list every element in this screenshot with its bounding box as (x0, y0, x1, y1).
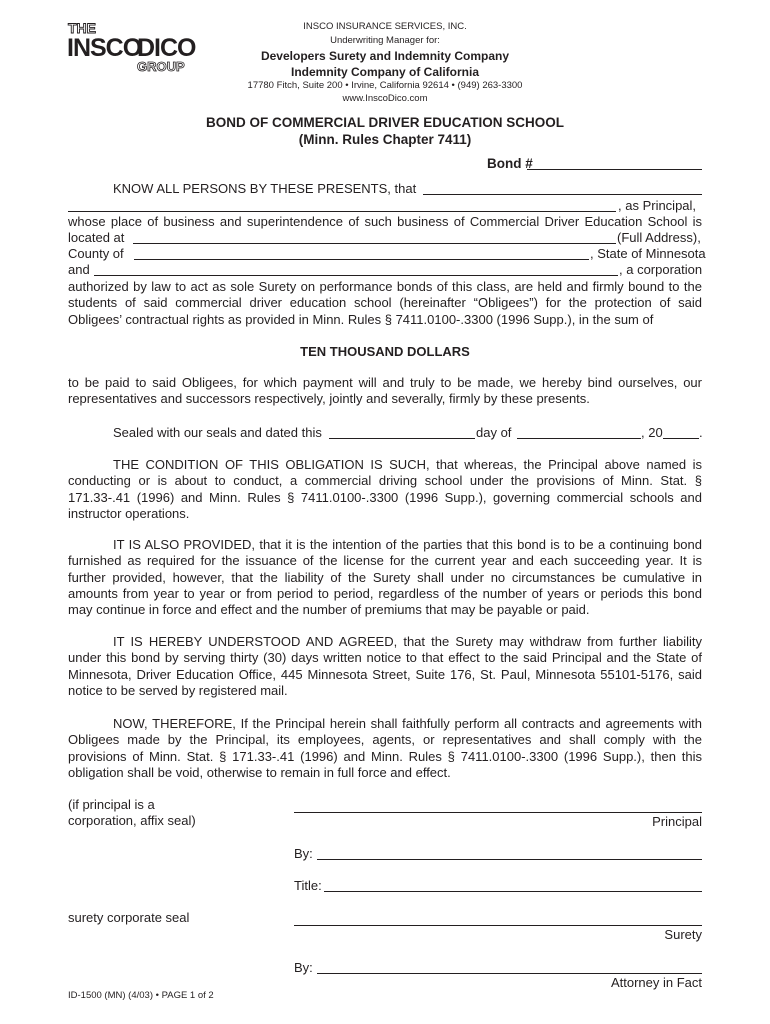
company-name-2: Indemnity Company of California (290, 65, 479, 79)
if-principal-note-2: corporation, affix seal) (68, 813, 196, 828)
by-label-1: By: (294, 846, 313, 861)
document-title: BOND OF COMMERCIAL DRIVER EDUCATION SCHOOL (205, 115, 564, 130)
principal-name-field-2[interactable] (68, 211, 616, 212)
also-provided-paragraph: IT IS ALSO PROVIDED, that it is the intention of the parties that this bond is to be a continuing bond furnished as required for the issuance of the license for the current year and each succeeding year. It is further provided, however, that the liability of the Surety shall under no circumstances be cumulative in amounts from year to year or from period to period, regardless of the number of years or periods this bond may continue in force and effect and the number of premiums that may be payable or paid. (68, 537, 702, 618)
document-subtitle: (Minn. Rules Chapter 7411) (298, 132, 472, 147)
attorney-by-field[interactable] (317, 973, 702, 974)
logo-dico: DICO (137, 34, 196, 62)
principal-name-field[interactable] (423, 194, 702, 195)
county-label: County of (68, 246, 124, 261)
county-field[interactable] (134, 259, 589, 260)
full-address-label: (Full Address), (617, 230, 701, 245)
principal-signature-line[interactable] (294, 812, 702, 813)
hereby-understood-paragraph: IT IS HEREBY UNDERSTOOD AND AGREED, that the Surety may withdraw from further liability under this bond by serving thirty (30) days written notice to that effect to the said Principal and the State of Minnesota, Driver Education Office, 445 Minnesota Street, Suite 176, St. Paul, Minnesota 55101-5176, said notice to be served by registered mail. (68, 634, 702, 698)
surety-name-field[interactable] (94, 275, 618, 276)
company-website: www.InscoDico.com (342, 93, 428, 104)
principal-by-field[interactable] (317, 859, 702, 860)
business-line: whose place of business and superintendence of such business of Commercial Driver Education School is (68, 214, 702, 229)
by-label-2: By: (294, 960, 313, 975)
sealed-end: . (699, 425, 703, 440)
sealed-year-field[interactable] (663, 438, 699, 439)
corporation-label: , a corporation (619, 262, 703, 277)
know-all-lead: KNOW ALL PERSONS BY THESE PRESENTS, that (113, 181, 417, 196)
now-therefore-paragraph: NOW, THEREFORE, If the Principal herein shall faithfully perform all contracts and agreements with Obligees made by the Principal, its employees, agents, or representatives and shall comply with the provisions of Minn. Stat. § 171.33-.41 (1996) and Minn. Rules § 7411.0100-.3300 (1996 Supp.), then this obligation shall be void, otherwise to remain in full force and effect. (68, 716, 702, 780)
as-principal-label: , as Principal, (618, 198, 697, 213)
bond-number-field[interactable] (527, 169, 702, 170)
sealed-lead: Sealed with our seals and dated this (113, 425, 322, 440)
sealed-month-field[interactable] (517, 438, 641, 439)
insurer-name: INSCO INSURANCE SERVICES, INC. (303, 21, 467, 32)
if-principal-note-1: (if principal is a (68, 797, 155, 812)
logo-the: THE (68, 20, 96, 36)
sealed-day-field[interactable] (329, 438, 475, 439)
state-label: , State of Minnesota (590, 246, 706, 261)
year-prefix-label: , 20 (641, 425, 663, 440)
day-of-label: day of (476, 425, 512, 440)
condition-paragraph: THE CONDITION OF THIS OBLIGATION IS SUCH, that whereas, the Principal above named is conducting or is about to conduct, a commercial driving school under the provisions of Minn. Stat. § 171.33-.41 (1996) and Minn. Rules § 7411.0100-.3300 (1996 Supp.), governing commercial schools and instructor operations. (68, 457, 702, 521)
title-label: Title: (294, 878, 322, 893)
full-address-field[interactable] (133, 243, 616, 244)
principal-label: Principal (652, 814, 702, 829)
bond-amount: TEN THOUSAND DOLLARS (300, 344, 470, 359)
located-at-label: located at (68, 230, 125, 245)
manager-label: Underwriting Manager for: (330, 35, 440, 46)
authorized-paragraph: authorized by law to act as sole Surety on performance bonds of this class, are held and firmly bound to the students of said commercial driver education school (hereinafter “Obligees”) for the protection of said Obligees’ contractual rights as provided in Minn. Rules § 7411.0100-.3300 (1996 Supp.), in the sum of (68, 279, 702, 327)
logo-group: GROUP (137, 59, 185, 74)
to-be-paid-paragraph: to be paid to said Obligees, for which payment will and truly to be made, we hereby bind ourselves, our representatives and successors respectively, jointly and severally, firmly by these presents. (68, 375, 702, 407)
surety-signature-line[interactable] (294, 925, 702, 926)
bond-number-label: Bond # (487, 156, 533, 171)
principal-title-field[interactable] (324, 891, 702, 892)
company-name-1: Developers Surety and Indemnity Company (260, 49, 510, 63)
and-label: and (68, 262, 90, 277)
surety-label: Surety (664, 927, 702, 942)
surety-seal-note: surety corporate seal (68, 910, 190, 925)
form-footer: ID-1500 (MN) (4/03) • PAGE 1 of 2 (68, 990, 214, 1001)
company-address: 17780 Fitch, Suite 200 • Irvine, California 92614 • (949) 263-3300 (247, 80, 523, 91)
logo-insco: INSCO (67, 34, 142, 62)
attorney-in-fact-label: Attorney in Fact (610, 975, 702, 990)
